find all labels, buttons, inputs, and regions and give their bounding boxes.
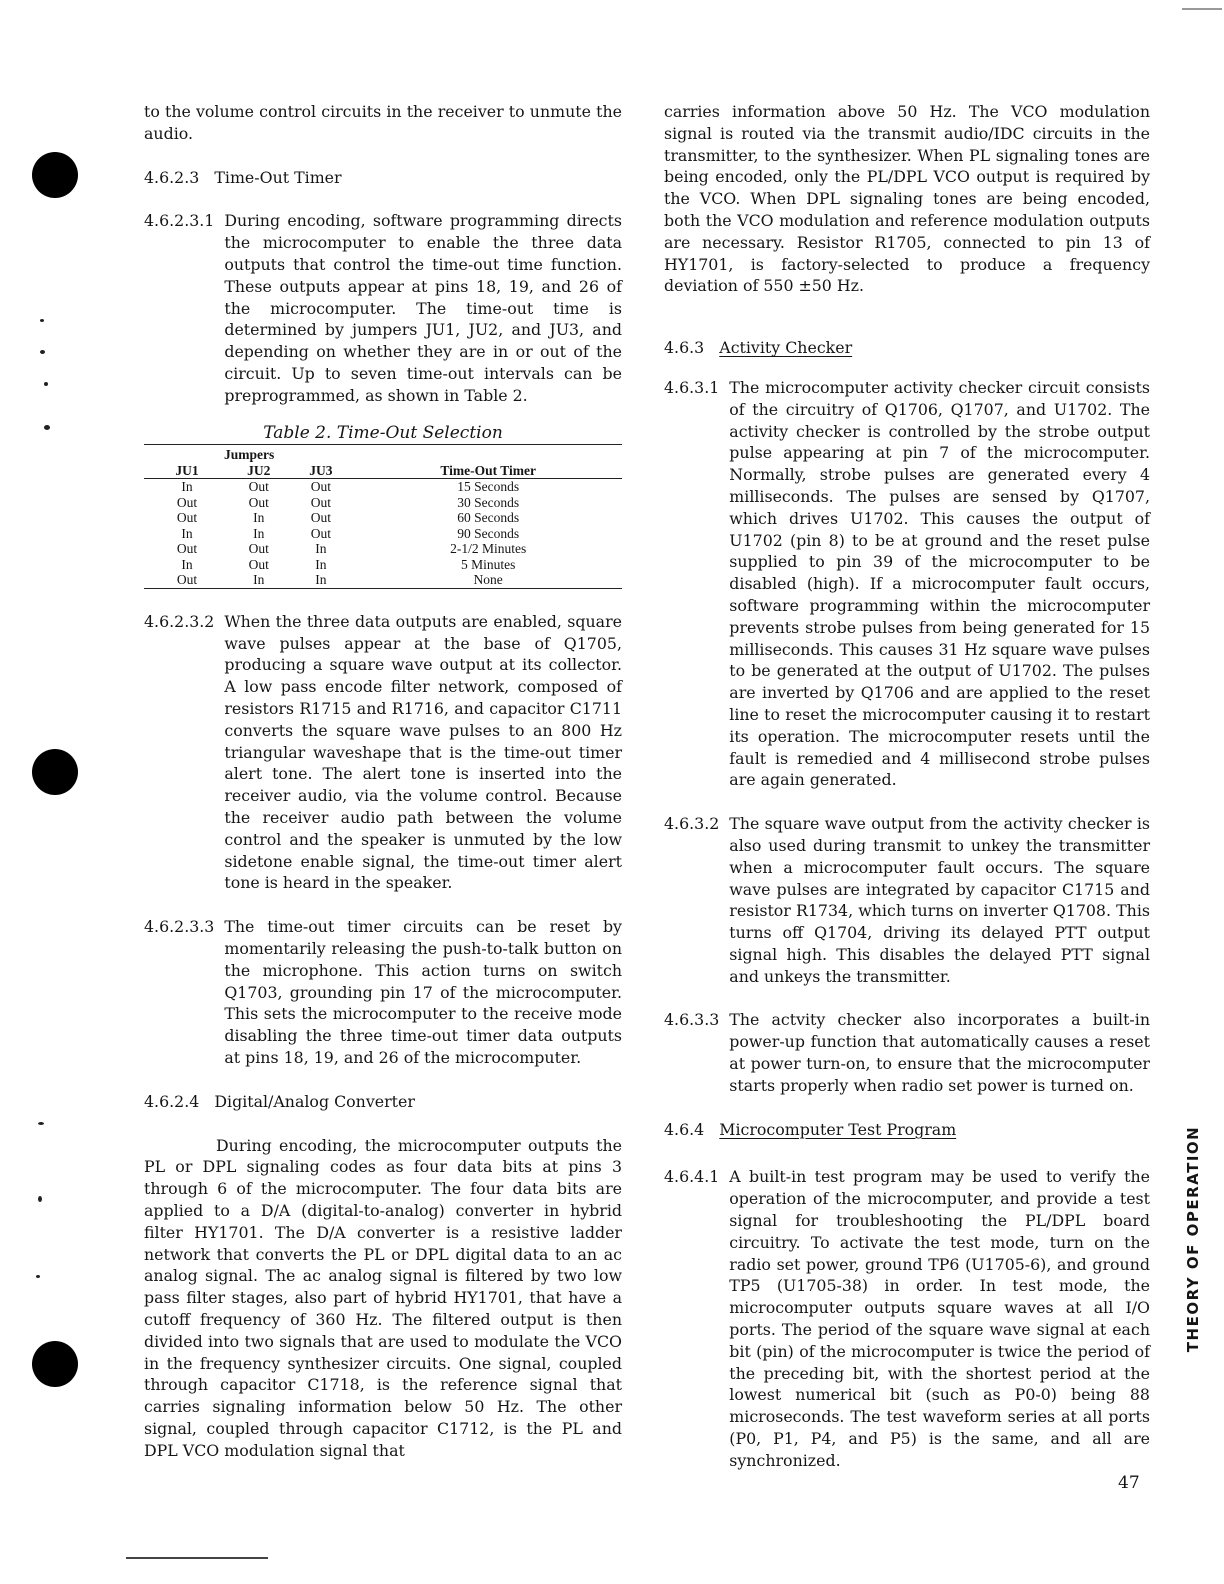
table-header: JU2 — [230, 463, 287, 479]
table-cell: Out — [176, 494, 198, 510]
paragraph-text: The actvity checker also incorporates a built-in power-up function that automatically causes a reset at power turn-on, to ensure that the microcomputer starts properly when radio set power is turned on. — [729, 1010, 1150, 1095]
binder-hole-1 — [32, 152, 78, 198]
section-heading-4-6-2-4 — [144, 1091, 622, 1113]
section-number: 4.6.2.3 — [144, 167, 200, 187]
paragraph-4-6-3-2 — [664, 813, 1150, 987]
table-cell: In — [253, 525, 265, 541]
table-cell: In — [181, 479, 193, 495]
paragraph-number: 4.6.2.3.3 — [144, 917, 215, 937]
table-caption: Table 2. Time-Out Selection — [263, 422, 503, 443]
scan-speck — [38, 1122, 44, 1125]
table-cell: 30 Seconds — [457, 494, 520, 510]
paragraph-4-6-2-3-1 — [144, 210, 622, 406]
table-cell: 2-1/2 Minutes — [450, 541, 527, 557]
paragraph-number: 4.6.4.1 — [664, 1167, 720, 1187]
table-cell: Out — [248, 494, 269, 510]
table-group-header: Jumpers — [144, 445, 354, 463]
scan-rule-top — [1182, 8, 1222, 10]
paragraph-text: When the three data outputs are enabled, square wave pulses appear at the base of Q1705, producing a square wave output at its collector. A low pass encode filter network, composed of resistors R1715 and R1716, and capacitor C1711 converts the square wave pulses to an 800 Hz triangular waveshape that is the time-out timer alert tone. The alert tone is inserted into the receiver audio, via the volume control. Because the receiver audio path between the volume control and the speaker is unmuted by the low sidetone enable signal, the time-out timer alert tone is heard in the speaker. — [224, 611, 622, 893]
paragraph-4-6-2-3-2 — [144, 611, 622, 894]
table-cell: Out — [248, 541, 269, 557]
table-cell: Out — [310, 510, 331, 526]
section-number: 4.6.3 — [664, 338, 705, 358]
section-heading-4-6-2-3 — [144, 167, 622, 189]
table-header: JU1 — [144, 463, 230, 479]
table-cell: Out — [310, 525, 331, 541]
table-header-spacer — [354, 445, 622, 463]
table-row — [144, 541, 622, 557]
paragraph-text: The square wave output from the activity checker is also used during transmit to unkey the transmitter when a microcomputer fault occurs. The square wave pulses are integrated by capacitor C1715 and resistor R1734, which turns on inverter Q1708. This turns off Q1704, driving its delayed PTT output signal high. This disables the delayed PTT signal and unkeys the transmitter. — [729, 814, 1150, 986]
section-heading-4-6-4 — [664, 1119, 1150, 1141]
paragraph-number: 4.6.3.2 — [664, 814, 720, 834]
paragraph-text: The microcomputer activity checker circuit consists of the circuitry of Q1706, Q1707, and U1702. The activity checker is controlled by the strobe output pulse appearing at pin 7 of the microcomputer. Normally, strobe pulses are generated every 4 milliseconds. The pulses are sensed by Q1707, which drives U1702. This causes the output of U1702 (pin 8) to be at ground and the reset pulse supplied to pin 39 of the microcomputer to be disabled (high). If a microcomputer fault occurs, software programming within the microcomputer prevents strobe pulses from being generated for 15 milliseconds. This causes 31 Hz square wave pulses to be generated at the output of U1702. The pulses are inverted by Q1706 and are applied to the reset line to reset the microcomputer causing it to restart its operation. The microcomputer resets until the fault is remedied and 4 millisecond strobe pulses are again generated. — [729, 377, 1150, 790]
table-cell: Out — [248, 479, 269, 495]
table-cell: In — [287, 572, 354, 588]
scan-speck — [36, 1275, 40, 1278]
paragraph-4-6-2-3-3 — [144, 916, 622, 1069]
table-cell: None — [354, 572, 622, 588]
table-cell: Out — [176, 541, 198, 557]
table-row — [144, 572, 622, 588]
table-cell: 60 Seconds — [457, 510, 520, 526]
intro-paragraph: to the volume control circuits in the receiver to unmute the audio. — [144, 102, 622, 143]
paragraph-number: 4.6.2.3.1 — [144, 211, 215, 231]
paragraph-number: 4.6.3.1 — [664, 377, 720, 397]
table-cell: Out — [176, 510, 198, 526]
table-cell: In — [181, 556, 193, 572]
page-number: 47 — [1118, 1473, 1140, 1493]
binder-hole-2 — [32, 749, 78, 795]
table-cell: In — [181, 525, 193, 541]
paragraph-4-6-3-3 — [664, 1009, 1150, 1096]
footer-rule — [126, 1557, 268, 1559]
paragraph-text: During encoding, software programming directs the microcomputer to enable the three data outputs that control the time-out time function. These outputs appear at pins 18, 19, and 26 of the microcomputer. The time-out time is determined by jumpers JU1, JU2, and JU3, and depending on whether they are in or out of the circuit. Up to seven time-out intervals can be preprogrammed, as shown in Table 2. — [224, 211, 622, 405]
left-column — [144, 101, 622, 1462]
table-cell: Out — [144, 572, 230, 588]
table-row — [144, 479, 622, 495]
section-number: 4.6.2.4 — [144, 1091, 200, 1111]
table-row — [144, 526, 622, 542]
time-out-selection-table — [144, 444, 622, 589]
right-column — [664, 101, 1150, 1472]
scan-speck — [40, 319, 44, 322]
table-cell: 90 Seconds — [457, 525, 520, 541]
table-cell: Out — [248, 556, 269, 572]
section-heading-4-6-3 — [664, 337, 1150, 359]
section-number: 4.6.4 — [664, 1119, 705, 1139]
section-title: Microcomputer Test Program — [719, 1119, 957, 1139]
paragraph-number: 4.6.3.3 — [664, 1010, 720, 1030]
table-cell: In — [315, 556, 327, 572]
side-tab-label: THEORY OF OPERATION — [1184, 1125, 1202, 1353]
table-cell: Out — [310, 479, 331, 495]
paragraph-4-6-2-4: During encoding, the microcomputer outputs the PL or DPL signaling codes as four data bits at pins 3 through 6 of the microcomputer. The four data bits are applied to a D/A (digital-to-analog) converter in hybrid filter HY1701. The D/A converter is a resistive ladder network that converts the PL or DPL digital data to an ac analog signal. The ac analog signal is filtered by two low pass filter stages, also part of hybrid HY1701, that have a cutoff frequency of 360 Hz. The filtered output is then divided into two signals that are used to modulate the VCO in the frequency synthesizer circuits. One signal, coupled through capacitor C1718, is the reference signal that carries signaling information below 50 Hz. The other signal, coupled through capacitor C1712, is the PL and DPL VCO modulation signal that — [144, 1135, 622, 1460]
paragraph-4-6-4-1 — [664, 1166, 1150, 1471]
scan-speck — [44, 425, 50, 430]
scan-speck — [40, 350, 45, 354]
continued-paragraph: carries information above 50 Hz. The VCO modulation signal is routed via the transmit audio/IDC circuits in the transmitter, to the synthesizer. When PL signaling tones are being encoded, only the PL/DPL VCO output is required by the VCO. When DPL signaling tones are being encoded, both the VCO modulation and reference modulation outputs are necessary. Resistor R1705, connected to pin 13 of HY1701, is factory-selected to produce a frequency deviation of 550 ±50 Hz. — [664, 102, 1150, 296]
table-cell: In — [315, 541, 327, 557]
table-row — [144, 557, 622, 573]
section-title: Digital/Analog Converter — [214, 1091, 415, 1111]
table-body — [144, 479, 622, 589]
table-cell: 15 Seconds — [457, 479, 520, 495]
table-header: JU3 — [287, 463, 354, 479]
table-cell: Out — [310, 494, 331, 510]
table-row — [144, 495, 622, 511]
paragraph-4-6-3-1 — [664, 377, 1150, 791]
table-row — [144, 510, 622, 526]
section-title: Activity Checker — [719, 338, 853, 358]
paragraph-text: A built-in test program may be used to verify the operation of the microcomputer, and provide a test signal for troubleshooting the PL/DPL board circuitry. To activate the test mode, turn on the radio set power, ground TP6 (U1705-6), and ground TP5 (U1705-38) in order. In test mode, the microcomputer outputs square waves at all I/O ports. The period of the square wave signal at each bit (pin) of the microcomputer is twice the period of the preceding bit, with the shortest period at the lowest numerical bit (such as P0-0) being 88 microseconds. The test waveform series at all ports (P0, P1, P4, and P5) is the same, and all are synchronized. — [729, 1167, 1150, 1470]
table-header: Time-Out Timer — [354, 463, 622, 479]
table-cell: In — [230, 572, 287, 588]
paragraph-number: 4.6.2.3.2 — [144, 611, 215, 631]
table-cell: 5 Minutes — [460, 556, 516, 572]
paragraph-text: The time-out timer circuits can be reset by momentarily releasing the push-to-talk button on the microphone. This action turns on switch Q1703, grounding pin 17 of the microcomputer. This sets the microcomputer to the receive mode disabling the three time-out timer data outputs at pins 18, 19, and 26 of the microcomputer. — [224, 917, 622, 1067]
binder-hole-3 — [32, 1341, 78, 1387]
table-cell: In — [253, 510, 265, 526]
side-tab-theory-of-operation — [1173, 1124, 1213, 1354]
section-title: Time-Out Timer — [214, 167, 342, 187]
scan-speck — [44, 382, 48, 386]
scan-speck — [38, 1196, 42, 1202]
